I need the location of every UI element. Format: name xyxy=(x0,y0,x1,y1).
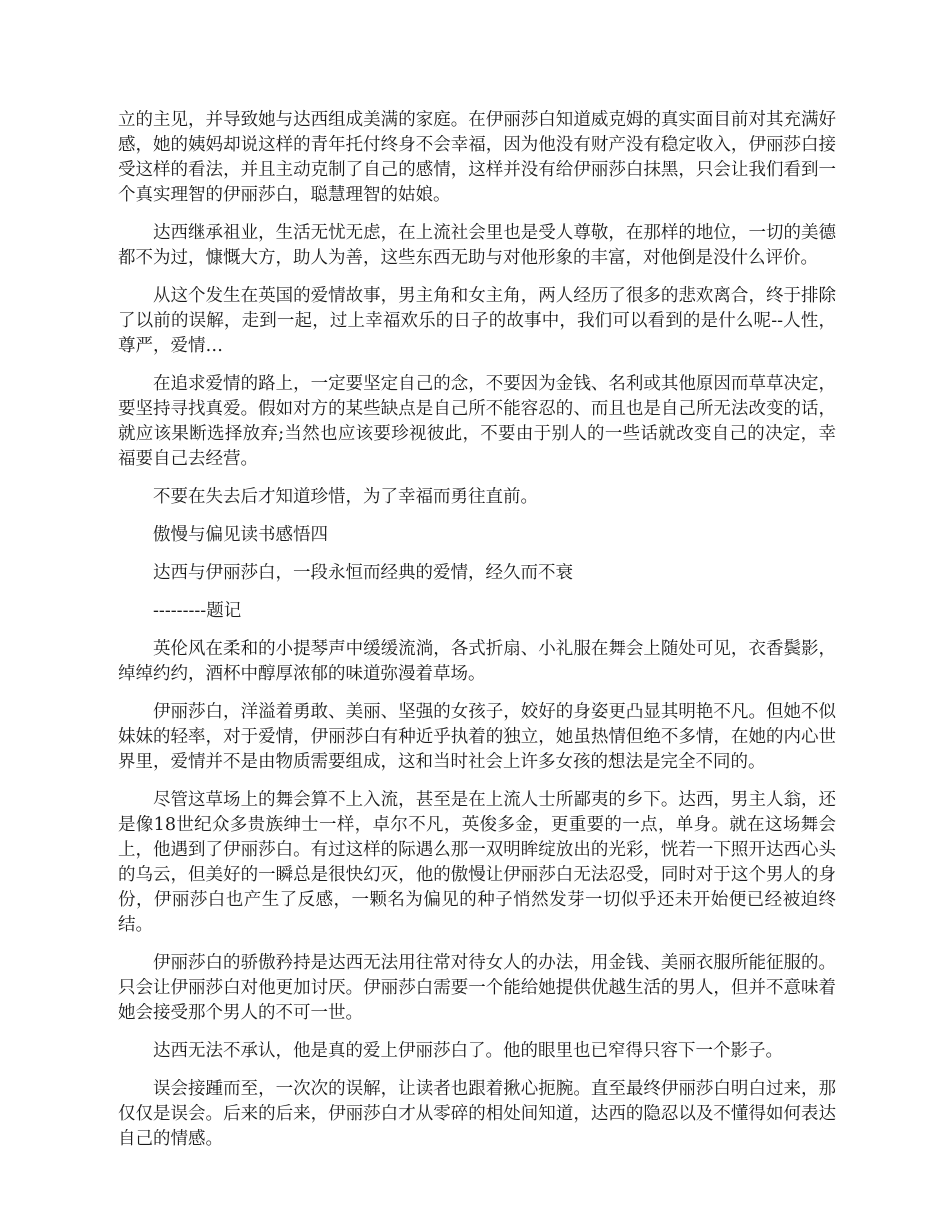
paragraph: 伊丽莎白，洋溢着勇敢、美丽、坚强的女孩子，姣好的身姿更凸显其明艳不凡。但她不似妹妹的轻率，对于爱情，伊丽莎白有种近乎执着的独立，她虽热情但绝不多情，在她的内心世界里，爱情并不是由物质需要组成，这和当时社会上许多女孩的想法是完全不同的。 xyxy=(118,702,836,772)
paragraph: 伊丽莎白的骄傲矜持是达西无法用往常对待女人的办法，用金钱、美丽衣服所能征服的。只会让伊丽莎白对他更加讨厌。伊丽莎白需要一个能给她提供优越生活的男人，但并不意味着她会接受那个男人的不可一世。 xyxy=(118,953,836,1023)
paragraph: 达西无法不承认，他是真的爱上伊丽莎白了。他的眼里也已窄得只容下一个影子。 xyxy=(153,1041,783,1061)
paragraph: 尽管这草场上的舞会算不上入流，甚至是在上流人士所鄙夷的乡下。达西，男主人翁，还是像18世纪众多贵族绅士一样，卓尔不凡，英俊多金，更重要的一点，单身。就在这场舞会上，他遇到了伊丽莎白。有过这样的际遇么那一双明眸绽放出的光彩，恍若一下照开达西心头的乌云，但美好的一瞬总是很快幻灭，他的傲慢让伊丽莎白无法忍受，同时对于这个男人的身份，伊丽莎白也产生了反感，一颗名为偏见的种子悄然发芽一切似乎还未开始便已经被迫终结。 xyxy=(118,790,836,935)
paragraph: 从这个发生在英国的爱情故事，男主角和女主角，两人经历了很多的悲欢离合，终于排除了以前的误解，走到一起，过上幸福欢乐的日子的故事中，我们可以看到的是什么呢--人性，尊严，爱情… xyxy=(118,286,836,356)
paragraph-continued: 立的主见，并导致她与达西组成美满的家庭。在伊丽莎白知道威克姆的真实面目前对其充满好感，她的姨妈却说这样的青年托付终身不会幸福，因为他没有财产没有稳定收入，伊丽莎白接受这样的看法，并且主动克制了自己的感情，这样并没有给伊丽莎白抹黑，只会让我们看到一个真实理智的伊丽莎白，聪慧理智的姑娘。 xyxy=(118,110,836,205)
paragraph: 英伦风在柔和的小提琴声中缓缓流淌，各式折扇、小礼服在舞会上随处可见，衣香鬓影，绰绰约约，酒杯中醇厚浓郁的味道弥漫着草场。 xyxy=(118,639,836,684)
document-body xyxy=(118,108,836,1165)
epigraph: 达西与伊丽莎白，一段永恒而经典的爱情，经久而不衰 xyxy=(153,563,573,583)
paragraph: 在追求爱情的路上，一定要坚定自己的念，不要因为金钱、名利或其他原因而草草决定，要坚持寻找真爱。假如对方的某些缺点是自己所不能容忍的、而且也是自己所无法改变的话，就应该果断选择放弃;当然也应该要珍视彼此，不要由于别人的一些话就改变自己的决定，幸福要自己去经营。 xyxy=(118,374,836,469)
epigraph-attribution: ---------题记 xyxy=(153,601,242,621)
section-heading: 傲慢与偏见读书感悟四 xyxy=(153,525,328,545)
paragraph: 不要在失去后才知道珍惜，为了幸福而勇往直前。 xyxy=(153,487,538,507)
paragraph: 误会接踵而至，一次次的误解，让读者也跟着揪心扼腕。直至最终伊丽莎白明白过来，那仅仅是误会。后来的后来，伊丽莎白才从零碎的相处间知道，达西的隐忍以及不懂得如何表达自己的情感。 xyxy=(118,1079,836,1149)
paragraph: 达西继承祖业，生活无忧无虑，在上流社会里也是受人尊敬，在那样的地位，一切的美德都不为过，慷慨大方，助人为善，这些东西无助与对他形象的丰富，对他倒是没什么评价。 xyxy=(118,223,836,268)
